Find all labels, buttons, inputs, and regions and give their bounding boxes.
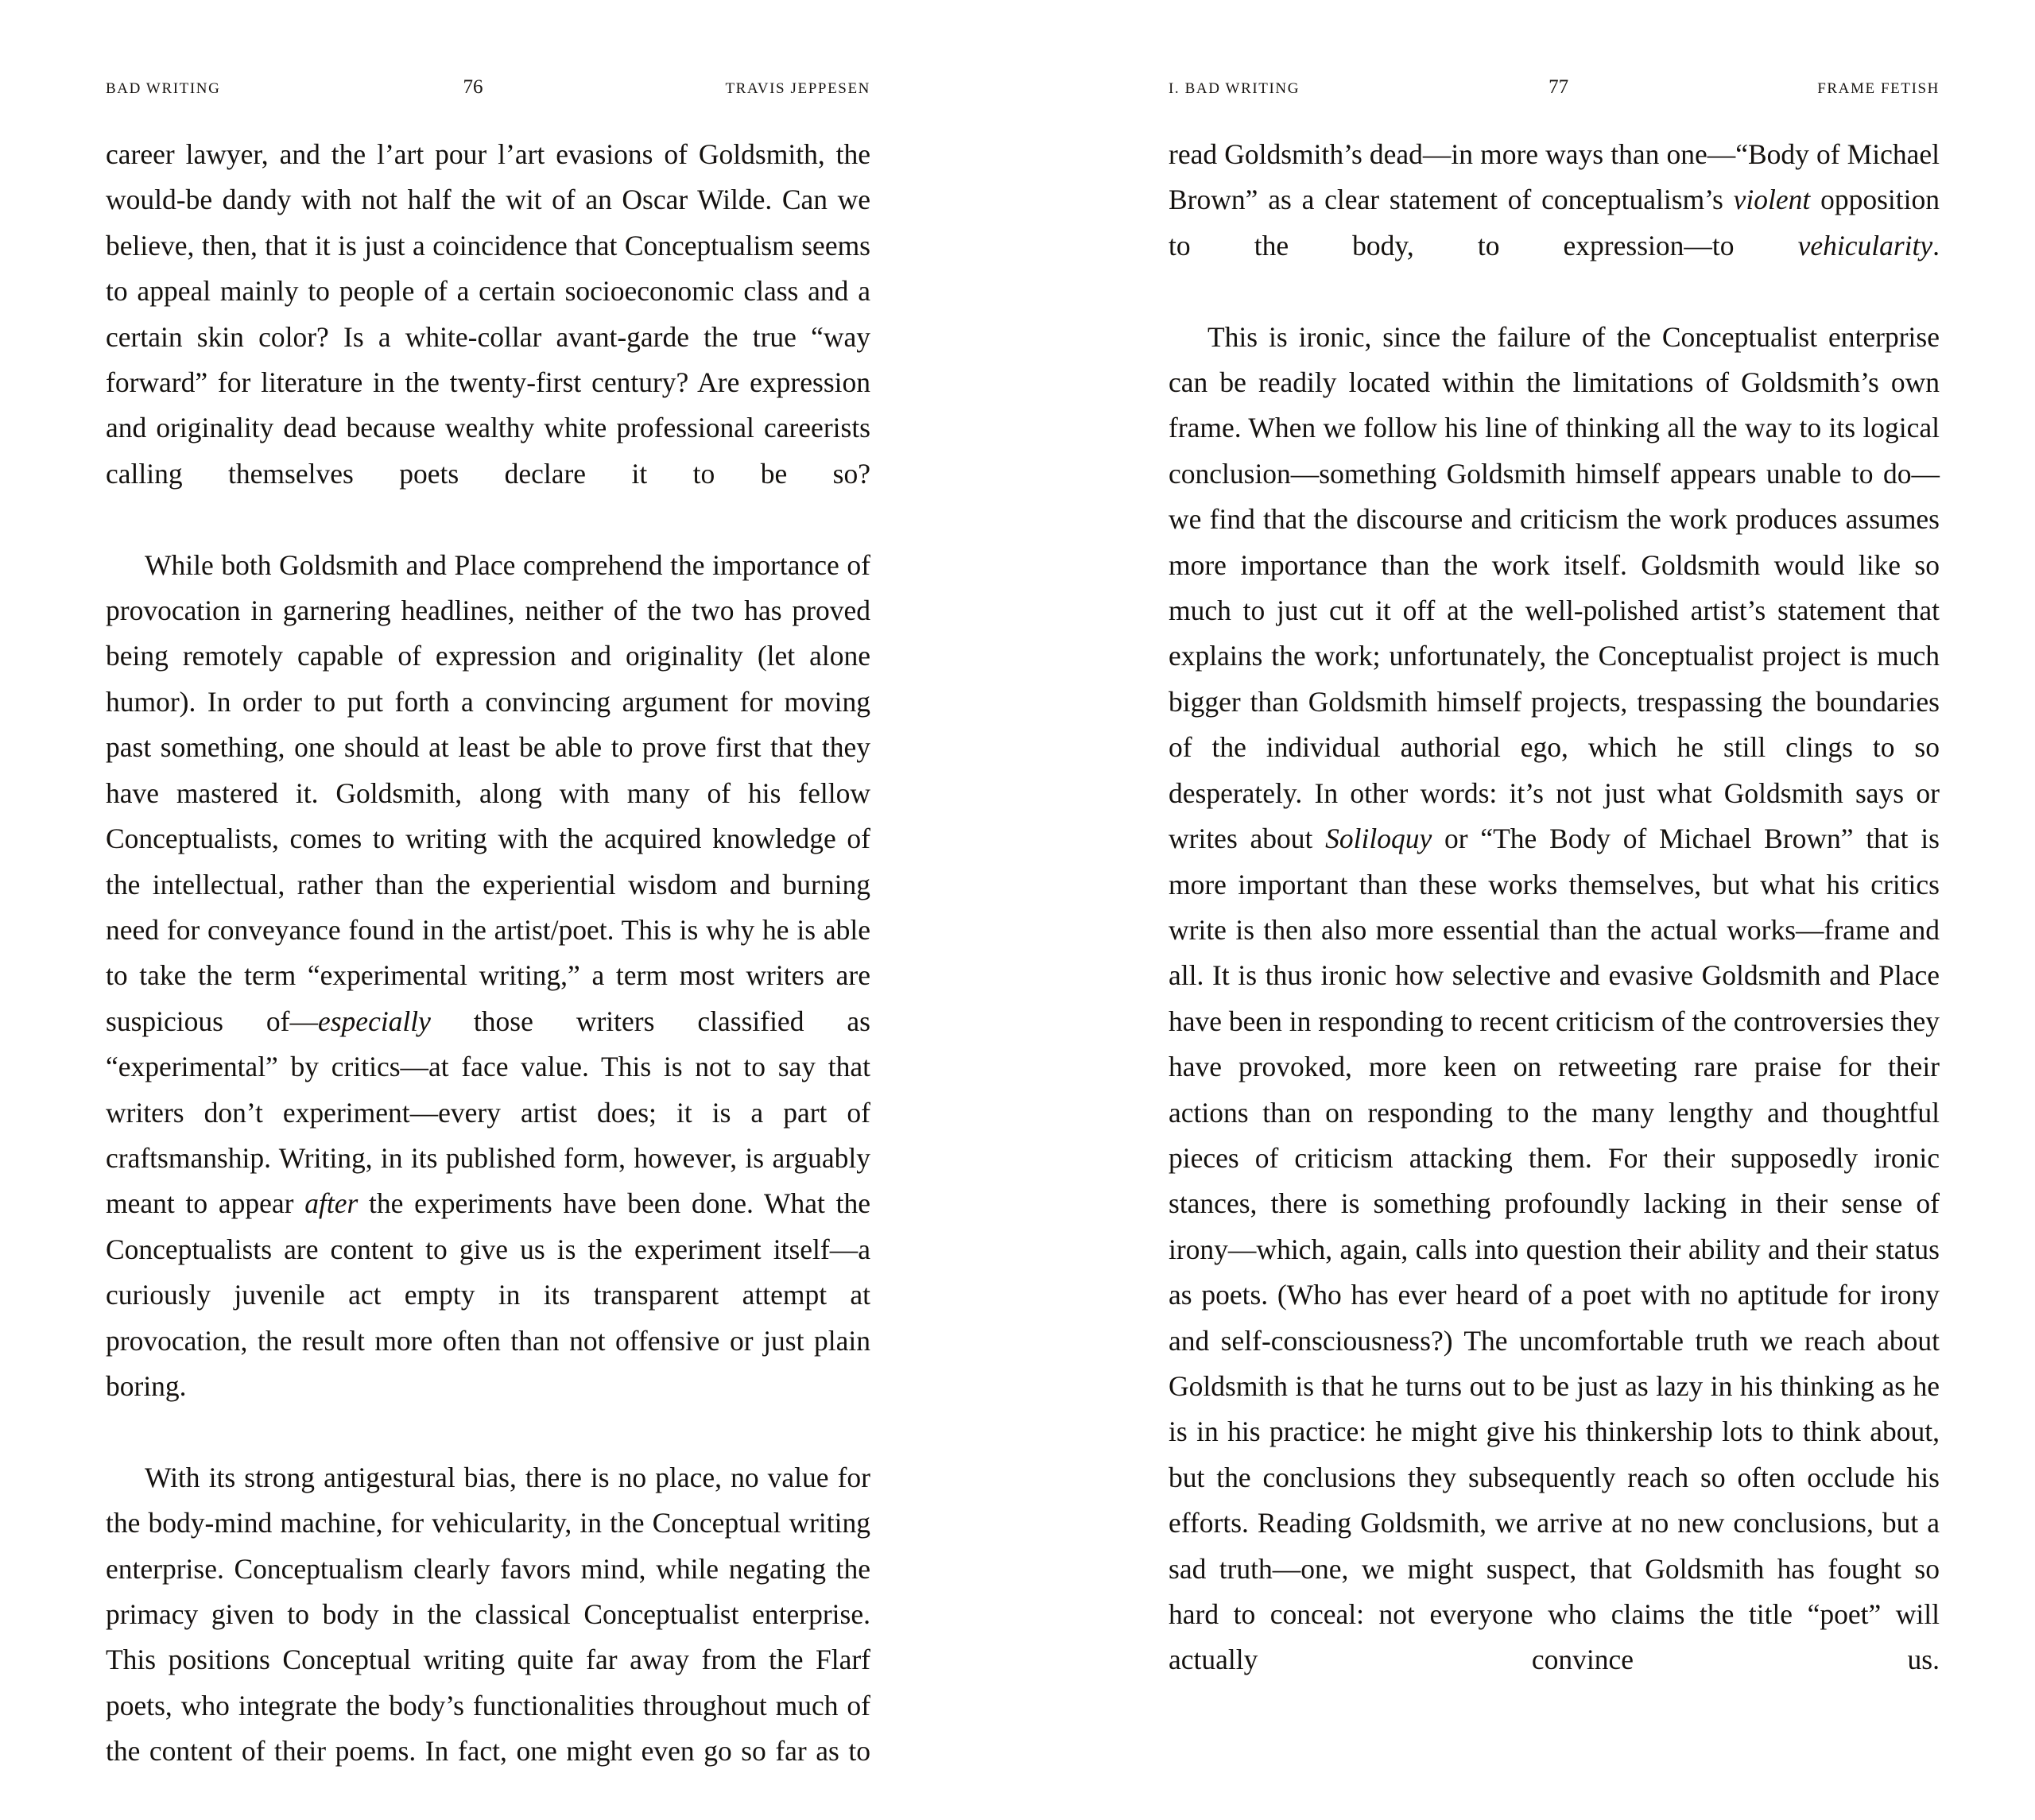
running-head-author-right: TRAVIS JEPPESEN [725,80,870,97]
page-recto [1018,0,2035,1676]
paragraph: While both Goldsmith and Place comprehend the importance of provocation in garnering headlines, neither of the two has proved being remotely capable of expression and originality (let alone humor). In order to put forth a convincing argument for moving past something, one should at least be able to prove first that they have mastered it. Goldsmith, along with many of his fellow Conceptualists, comes to writing with the acquired knowledge of the intellectual, rather than the experiential wisdom and burning need for conveyance found in the artist/poet. This is why he is able to take the term “experimental writing,” a term most writers are suspicious of—especially those writers classified as “experimental” by critics—at face value. This is not to say that writers don’t experiment—every artist does; it is a part of craftsmanship. Writing, in its published form, however, is arguably meant to appear after the experiments have been done. What the Conceptualists are content to give us is the experiment itself—a curiously juvenile act empty in its transparent attempt at provocation, the result more often than not offensive or just plain boring. [106,548,870,1402]
emphasis-text: especially [317,1005,431,1037]
paragraph: read Goldsmith’s dead—in more ways than one—“Body of Michael Brown” as a clear statement of conceptualism’s violent opposition to the body, to expression—to vehicularity. [1169,138,1940,261]
page-number-recto: 77 [1549,76,1569,98]
running-head-chapter-right: FRAME FETISH [1817,80,1940,97]
paragraph: career lawyer, and the l’art pour l’art evasions of Goldsmith, the would-be dandy with not half the wit of an Oscar Wilde. Can we believe, then, that it is just a coincidence that Conceptualism seems to appeal mainly to people of a certain socioeconomic class and a certain skin color? Is a white-collar avant-garde the true “way forward” for literature in the twenty-first century? Are expression and originality dead because wealthy white professional careerists calling themselves poets declare it to be so? [106,138,870,490]
body-text-verso [106,132,870,1820]
paragraph: With its strong antigestural bias, there is no place, no value for the body-mind machine, for vehicularity, in the Conceptual writing enterprise. Conceptualism clearly favors mind, while negating the primacy given to body in the classical Conceptualist enterprise. This positions Conceptual writing quite far away from the Flarf poets, who integrate the body’s functionalities throughout much of the content of their poems. In fact, one might even go so far as to [106,1461,870,1768]
page-verso [0,0,1018,1768]
emphasis-text: after [304,1187,359,1220]
page-number-verso: 76 [463,76,483,98]
running-head-section-left: I. BAD WRITING [1169,80,1300,97]
running-head-recto [1169,76,1940,103]
emphasis-text: violent [1733,184,1811,216]
emphasis-text: vehicularity [1797,229,1933,261]
paragraph: This is ironic, since the failure of the Conceptualist enterprise can be readily located within the limitations of Goldsmith’s own frame. When we follow his line of thinking all the way to its logical conclusion—something Goldsmith himself appears unable to do—we find that the discourse and criticism the work produces assumes more importance than the work itself. Goldsmith would like so much to just cut it off at the well-polished artist’s statement that explains the work; unfortunately, the Conceptualist project is much bigger than Goldsmith himself projects, trespassing the boundaries of the individual authorial ego, which he still clings to so desperately. In other words: it’s not just what Goldsmith says or writes about Soliloquy or “The Body of Michael Brown” that is more important than these works themselves, but what his critics write is then also more essential than the actual works—frame and all. It is thus ironic how selective and evasive Goldsmith and Place have been in responding to recent criticism of the controversies they have provoked, more keen on retweeting rare praise for their actions than on responding to the many lengthy and thoughtful pieces of criticism attacking them. For their supposedly ironic stances, there is something profoundly lacking in their sense of irony—which, again, calls into question their ability and their status as poets. (Who has ever heard of a poet with no aptitude for irony and self-consciousness?) The uncomfortable truth we reach about Goldsmith is that he turns out to be just as lazy in his thinking as he is in his practice: he might give his thinkership lots to think about, but the conclusions they subsequently reach so often occlude his efforts. Reading Goldsmith, we arrive at no new conclusions, but a sad truth—one, we might suspect, that Goldsmith has fought so hard to conceal: not everyone who claims the title “poet” will actually convince us. [1169,320,1940,1676]
body-text-recto [1169,132,1940,1729]
running-head-title-left: BAD WRITING [106,80,221,97]
running-head-verso [106,76,870,103]
emphasis-text: Soliloquy [1325,823,1432,855]
